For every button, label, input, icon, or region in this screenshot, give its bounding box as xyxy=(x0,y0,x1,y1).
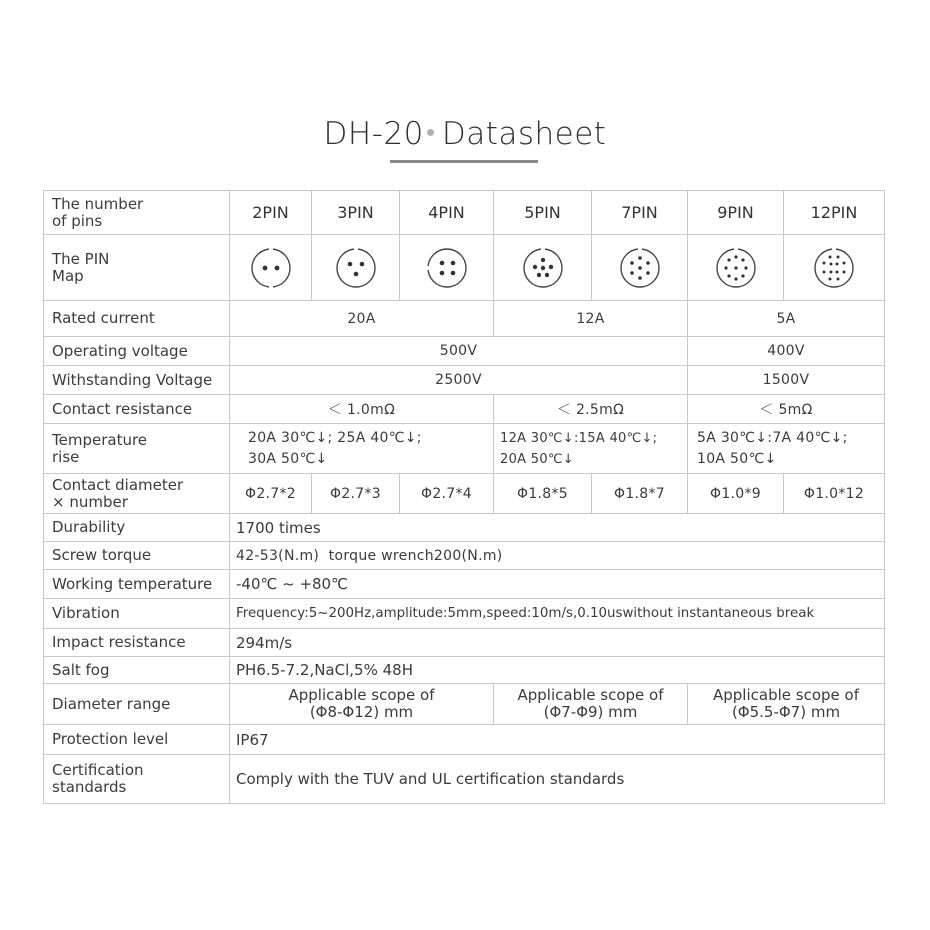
diameter-range-2-4pin: Applicable scope of (Φ8-Φ12) mm xyxy=(230,684,494,725)
working-temperature-value: -40℃ ~ +80℃ xyxy=(230,570,885,599)
contact-diameter-3pin: Φ2.7*3 xyxy=(312,474,400,514)
row-contact-resistance xyxy=(44,395,885,424)
label-vibration: Vibration xyxy=(44,599,230,629)
pin-map-5-icon xyxy=(522,247,564,289)
label-impact-resistance: Impact resistance xyxy=(44,629,230,657)
label-diameter-range: Diameter range xyxy=(44,684,230,725)
pin-map-4-icon xyxy=(426,247,468,289)
label-temperature-rise: Temperature rise xyxy=(44,424,230,474)
row-salt-fog xyxy=(44,657,885,684)
rated-current-9-12pin: 5A xyxy=(688,301,885,337)
page-title xyxy=(0,116,930,152)
datasheet-table xyxy=(43,190,885,804)
pin-header-5: 5PIN xyxy=(494,191,592,235)
label-withstanding-voltage: Withstanding Voltage xyxy=(44,366,230,395)
label-pin-map: The PIN Map xyxy=(44,235,230,301)
row-impact-resistance xyxy=(44,629,885,657)
temperature-rise-5-7pin: 12A 30℃↓:15A 40℃↓; 20A 50℃↓ xyxy=(494,424,688,474)
protection-level-value: IP67 xyxy=(230,725,885,755)
row-screw-torque xyxy=(44,542,885,570)
pin-map-3-icon xyxy=(335,247,377,289)
temperature-rise-2-4pin: 20A 30℃↓; 25A 40℃↓; 30A 50℃↓ xyxy=(230,424,494,474)
row-contact-diameter xyxy=(44,474,885,514)
label-contact-resistance: Contact resistance xyxy=(44,395,230,424)
pin-header-7: 7PIN xyxy=(592,191,688,235)
row-temperature-rise xyxy=(44,424,885,474)
pin-map-7-icon xyxy=(619,247,661,289)
title-underline xyxy=(390,160,538,163)
pin-header-9: 9PIN xyxy=(688,191,784,235)
row-diameter-range xyxy=(44,684,885,725)
label-working-temperature: Working temperature xyxy=(44,570,230,599)
salt-fog-value: PH6.5-7.2,NaCl,5% 48H xyxy=(230,657,885,684)
label-durability: Durability xyxy=(44,514,230,542)
rated-current-5-7pin: 12A xyxy=(494,301,688,337)
row-withstanding-voltage xyxy=(44,366,885,395)
pin-header-2: 2PIN xyxy=(230,191,312,235)
contact-diameter-9pin: Φ1.0*9 xyxy=(688,474,784,514)
contact-diameter-2pin: Φ2.7*2 xyxy=(230,474,312,514)
row-vibration xyxy=(44,599,885,629)
label-operating-voltage: Operating voltage xyxy=(44,337,230,366)
title-dot-icon xyxy=(427,129,434,136)
row-pin-map xyxy=(44,235,885,301)
operating-voltage-2-7pin: 500V xyxy=(230,337,688,366)
temperature-rise-9-12pin: 5A 30℃↓:7A 40℃↓; 10A 50℃↓ xyxy=(688,424,885,474)
contact-resistance-2-4pin: ＜ 1.0mΩ xyxy=(230,395,494,424)
pin-map-9-icon xyxy=(715,247,757,289)
row-protection-level xyxy=(44,725,885,755)
label-screw-torque: Screw torque xyxy=(44,542,230,570)
certification-value: Comply with the TUV and UL certification standards xyxy=(230,755,885,804)
screw-torque-value: 42-53(N.m) torque wrench200(N.m) xyxy=(230,542,885,570)
pin-header-4: 4PIN xyxy=(400,191,494,235)
row-pin-count xyxy=(44,191,885,235)
operating-voltage-9-12pin: 400V xyxy=(688,337,885,366)
durability-value: 1700 times xyxy=(230,514,885,542)
vibration-value: Frequency:5~200Hz,amplitude:5mm,speed:10m/s,0.10uswithout instantaneous break xyxy=(230,599,885,629)
row-durability xyxy=(44,514,885,542)
pin-map-12-icon xyxy=(813,247,855,289)
row-rated-current xyxy=(44,301,885,337)
pin-header-12: 12PIN xyxy=(784,191,885,235)
contact-diameter-5pin: Φ1.8*5 xyxy=(494,474,592,514)
rated-current-2-4pin: 20A xyxy=(230,301,494,337)
label-certification: Certification standards xyxy=(44,755,230,804)
label-contact-diameter: Contact diameter × number xyxy=(44,474,230,514)
diameter-range-9-12pin: Applicable scope of (Φ5.5-Φ7) mm xyxy=(688,684,885,725)
diameter-range-5-7pin: Applicable scope of (Φ7-Φ9) mm xyxy=(494,684,688,725)
row-certification xyxy=(44,755,885,804)
row-working-temperature xyxy=(44,570,885,599)
withstanding-voltage-2-7pin: 2500V xyxy=(230,366,688,395)
contact-diameter-12pin: Φ1.0*12 xyxy=(784,474,885,514)
impact-resistance-value: 294m/s xyxy=(230,629,885,657)
pin-map-2-icon xyxy=(250,247,292,289)
pin-header-3: 3PIN xyxy=(312,191,400,235)
label-protection-level: Protection level xyxy=(44,725,230,755)
contact-resistance-5-7pin: ＜ 2.5mΩ xyxy=(494,395,688,424)
label-salt-fog: Salt fog xyxy=(44,657,230,684)
title-model: DH-20 xyxy=(323,116,424,152)
label-rated-current: Rated current xyxy=(44,301,230,337)
title-word: Datasheet xyxy=(441,116,607,152)
contact-resistance-9-12pin: ＜ 5mΩ xyxy=(688,395,885,424)
row-operating-voltage xyxy=(44,337,885,366)
contact-diameter-7pin: Φ1.8*7 xyxy=(592,474,688,514)
contact-diameter-4pin: Φ2.7*4 xyxy=(400,474,494,514)
withstanding-voltage-9-12pin: 1500V xyxy=(688,366,885,395)
label-number-of-pins: The number of pins xyxy=(44,191,230,235)
